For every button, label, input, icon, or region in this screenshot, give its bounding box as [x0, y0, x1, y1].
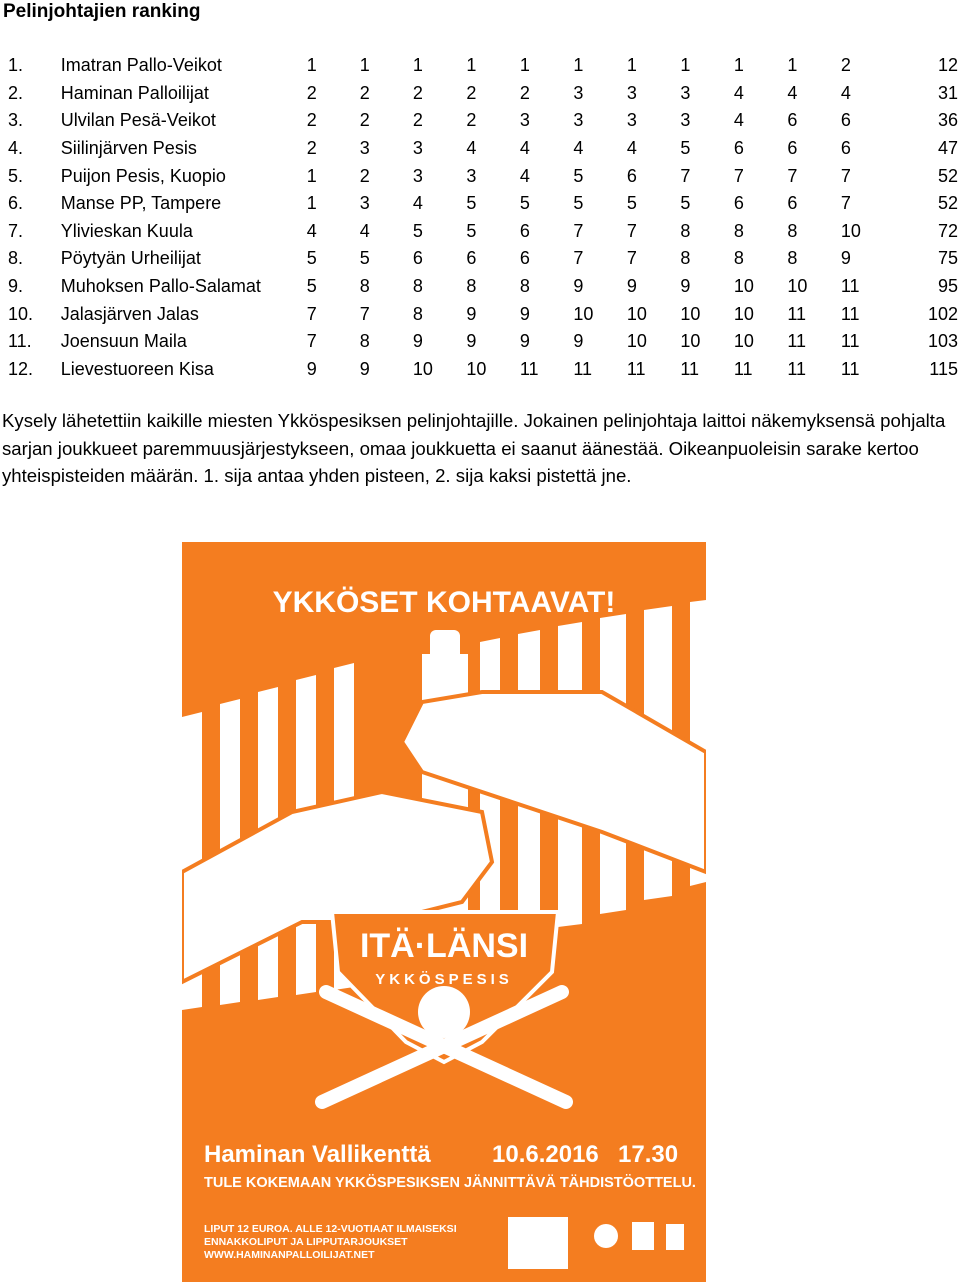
vote-cell: 5 [412, 220, 423, 241]
poster-date: 10.6.2016 [492, 1141, 599, 1168]
vote-cell: 1 [306, 193, 317, 214]
vote-cell: 1 [626, 55, 637, 76]
table-row [0, 107, 960, 135]
vote-cell: 9 [840, 248, 851, 269]
table-row [0, 190, 960, 218]
vote-cell: 8 [680, 248, 691, 269]
vote-cell: 4 [733, 110, 744, 131]
vote-cell: 1 [359, 55, 370, 76]
vote-cell: 10 [573, 303, 594, 324]
rank-position: 1. [8, 55, 24, 76]
vote-cell: 2 [466, 82, 477, 103]
vote-cell: 4 [840, 82, 851, 103]
vote-cell: 2 [466, 110, 477, 131]
rank-position: 7. [8, 220, 24, 241]
vote-cell: 7 [306, 331, 317, 352]
vote-cell: 7 [680, 165, 691, 186]
vote-cell: 11 [787, 303, 807, 324]
vote-cell: 8 [412, 303, 423, 324]
total-points: 47 [937, 138, 958, 159]
vote-cell: 4 [573, 138, 584, 159]
vote-cell: 3 [519, 110, 530, 131]
vote-cell: 4 [466, 138, 477, 159]
table-row [0, 135, 960, 163]
poster-info-3: WWW.HAMINANPALLOILIJAT.NET [204, 1249, 375, 1261]
vote-cell: 3 [412, 165, 423, 186]
table-row [0, 328, 960, 356]
team-name: Ulvilan Pesä-Veikot [60, 110, 216, 131]
vote-cell: 9 [573, 331, 584, 352]
vote-cell: 1 [412, 55, 423, 76]
vote-cell: 1 [466, 55, 477, 76]
vote-cell: 3 [680, 82, 691, 103]
vote-cell: 7 [840, 165, 851, 186]
vote-cell: 2 [359, 165, 370, 186]
sponsor-logo-festival [508, 1217, 568, 1269]
vote-cell: 9 [466, 303, 477, 324]
poster-tagline: TULE KOKEMAAN YKKÖSPESIKSEN JÄNNITTÄVÄ TÄHDISTÖOTTELU. [204, 1175, 696, 1191]
vote-cell: 6 [840, 110, 851, 131]
vote-cell: 10 [626, 331, 647, 352]
vote-cell: 6 [840, 138, 851, 159]
vote-cell: 9 [519, 303, 530, 324]
vote-cell: 2 [412, 82, 423, 103]
vote-cell: 1 [306, 55, 317, 76]
total-points: 102 [927, 303, 958, 324]
vote-cell: 10 [733, 276, 754, 297]
poster-info-1: LIPUT 12 EUROA. ALLE 12-VUOTIAAT ILMAISEKSI [204, 1223, 457, 1235]
vote-cell: 4 [306, 220, 317, 241]
vote-cell: 8 [787, 220, 798, 241]
team-name: Haminan Palloilijat [60, 82, 209, 103]
vote-cell: 2 [519, 82, 530, 103]
poster-artwork [182, 542, 706, 1282]
table-row [0, 52, 960, 80]
vote-cell: 11 [626, 358, 646, 379]
poster-logo-main: ITÄ·LÄNSI [359, 927, 529, 965]
vote-cell: 11 [680, 358, 700, 379]
vote-cell: 3 [359, 138, 370, 159]
vote-cell: 4 [412, 193, 423, 214]
total-points: 103 [927, 331, 958, 352]
vote-cell: 1 [573, 55, 584, 76]
vote-cell: 1 [787, 55, 798, 76]
poster-venue: Haminan Vallikenttä [204, 1141, 431, 1168]
vote-cell: 9 [573, 276, 584, 297]
rank-position: 11. [8, 331, 32, 352]
vote-cell: 5 [626, 193, 637, 214]
vote-cell: 9 [626, 276, 637, 297]
table-row [0, 300, 960, 328]
page-title: Pelinjohtajien ranking [3, 1, 201, 22]
vote-cell: 3 [626, 82, 637, 103]
vote-cell: 4 [519, 138, 530, 159]
vote-cell: 9 [466, 331, 477, 352]
total-points: 75 [937, 248, 958, 269]
vote-cell: 11 [840, 276, 860, 297]
vote-cell: 5 [466, 193, 477, 214]
vote-cell: 1 [306, 165, 317, 186]
rank-position: 6. [8, 193, 24, 214]
vote-cell: 11 [573, 358, 593, 379]
team-name: Muhoksen Pallo-Salamat [60, 276, 261, 297]
rank-position: 9. [8, 276, 24, 297]
sponsor-logo-2 [632, 1222, 654, 1250]
vote-cell: 8 [359, 331, 370, 352]
ranking-table [0, 52, 960, 383]
vote-cell: 3 [412, 138, 423, 159]
vote-cell: 11 [840, 303, 860, 324]
vote-cell: 2 [359, 82, 370, 103]
vote-cell: 1 [733, 55, 744, 76]
vote-cell: 8 [733, 220, 744, 241]
vote-cell: 6 [733, 193, 744, 214]
event-poster [182, 542, 706, 1282]
vote-cell: 10 [680, 331, 701, 352]
rank-position: 3. [8, 110, 24, 131]
vote-cell: 1 [680, 55, 691, 76]
rank-position: 12. [8, 358, 34, 379]
vote-cell: 8 [466, 276, 477, 297]
table-row [0, 245, 960, 273]
vote-cell: 11 [787, 358, 807, 379]
sponsor-logo-1 [594, 1224, 618, 1248]
vote-cell: 5 [680, 138, 691, 159]
description-paragraph: Kysely lähetettiin kaikille miesten Ykköspesiksen pelinjohtajille. Jokainen pelinjohtaja laittoi näkemyksensä pohjalta sarjan joukkueet paremmuusjärjestykseen, omaa joukkuetta ei saanut äänestää. Oikeanpuoleisin sarake kertoo yhteispisteiden määrän. 1. sija antaa yhden pisteen, 2. sija kaksi pistettä jne. [2, 410, 946, 486]
vote-cell: 3 [626, 110, 637, 131]
poster-info-2: ENNAKKOLIPUT JA LIPPUTARJOUKSET [204, 1236, 408, 1248]
vote-cell: 7 [573, 220, 584, 241]
vote-cell: 3 [573, 110, 584, 131]
vote-cell: 10 [466, 358, 487, 379]
vote-cell: 9 [519, 331, 530, 352]
vote-cell: 2 [306, 110, 317, 131]
vote-cell: 6 [626, 165, 637, 186]
vote-cell: 9 [306, 358, 317, 379]
vote-cell: 1 [519, 55, 530, 76]
vote-cell: 3 [359, 193, 370, 214]
total-points: 36 [937, 110, 958, 131]
vote-cell: 10 [733, 303, 754, 324]
vote-cell: 10 [412, 358, 433, 379]
table-row [0, 80, 960, 108]
sponsor-logo-3 [666, 1224, 684, 1250]
vote-cell: 5 [573, 193, 584, 214]
vote-cell: 7 [626, 248, 637, 269]
vote-cell: 5 [306, 248, 317, 269]
vote-cell: 10 [626, 303, 647, 324]
total-points: 115 [929, 358, 958, 379]
vote-cell: 11 [840, 331, 860, 352]
vote-cell: 7 [573, 248, 584, 269]
vote-cell: 2 [359, 110, 370, 131]
vote-cell: 10 [787, 276, 808, 297]
table-row [0, 162, 960, 190]
total-points: 12 [937, 55, 958, 76]
vote-cell: 5 [359, 248, 370, 269]
table-row [0, 218, 960, 246]
rank-position: 5. [8, 165, 24, 186]
vote-cell: 6 [787, 110, 798, 131]
vote-cell: 8 [412, 276, 423, 297]
rank-position: 4. [8, 138, 24, 159]
vote-cell: 7 [787, 165, 798, 186]
poster-logo-sub: YKKÖSPESIS [375, 971, 513, 988]
vote-cell: 9 [680, 276, 691, 297]
vote-cell: 7 [626, 220, 637, 241]
vote-cell: 5 [680, 193, 691, 214]
table-row [0, 356, 960, 384]
vote-cell: 4 [626, 138, 637, 159]
team-name: Siilinjärven Pesis [60, 138, 197, 159]
vote-cell: 8 [680, 220, 691, 241]
vote-cell: 4 [359, 220, 370, 241]
vote-cell: 11 [787, 331, 807, 352]
vote-cell: 3 [573, 82, 584, 103]
rank-position: 8. [8, 248, 24, 269]
team-name: Imatran Pallo-Veikot [60, 55, 222, 76]
total-points: 52 [937, 165, 958, 186]
vote-cell: 6 [787, 138, 798, 159]
vote-cell: 8 [359, 276, 370, 297]
vote-cell: 2 [306, 138, 317, 159]
poster-headline: YKKÖSET KOHTAAVAT! [272, 586, 616, 619]
total-points: 72 [937, 220, 958, 241]
vote-cell: 4 [787, 82, 798, 103]
team-name: Lievestuoreen Kisa [60, 358, 214, 379]
rank-position: 10. [8, 303, 34, 324]
team-name: Jalasjärven Jalas [60, 303, 199, 324]
team-name: Pöytyän Urheilijat [60, 248, 201, 269]
vote-cell: 4 [519, 165, 530, 186]
vote-cell: 8 [787, 248, 798, 269]
poster-time: 17.30 [618, 1141, 679, 1168]
vote-cell: 6 [787, 193, 798, 214]
vote-cell: 6 [466, 248, 477, 269]
vote-cell: 7 [733, 165, 744, 186]
vote-cell: 11 [519, 358, 539, 379]
vote-cell: 2 [840, 55, 851, 76]
vote-cell: 5 [306, 276, 317, 297]
vote-cell: 2 [412, 110, 423, 131]
team-name: Manse PP, Tampere [60, 193, 222, 214]
vote-cell: 8 [519, 276, 530, 297]
vote-cell: 2 [306, 82, 317, 103]
total-points: 95 [937, 276, 958, 297]
total-points: 52 [937, 193, 958, 214]
vote-cell: 7 [306, 303, 317, 324]
vote-cell: 9 [359, 358, 370, 379]
vote-cell: 6 [733, 138, 744, 159]
vote-cell: 6 [519, 220, 530, 241]
vote-cell: 5 [466, 220, 477, 241]
vote-cell: 7 [359, 303, 370, 324]
vote-cell: 11 [840, 358, 860, 379]
vote-cell: 10 [840, 220, 861, 241]
rank-position: 2. [8, 82, 24, 103]
team-name: Ylivieskan Kuula [60, 220, 193, 241]
vote-cell: 4 [733, 82, 744, 103]
vote-cell: 5 [519, 193, 530, 214]
vote-cell: 7 [840, 193, 851, 214]
vote-cell: 9 [412, 331, 423, 352]
vote-cell: 10 [733, 331, 754, 352]
vote-cell: 6 [519, 248, 530, 269]
vote-cell: 5 [573, 165, 584, 186]
vote-cell: 11 [733, 358, 753, 379]
vote-cell: 8 [733, 248, 744, 269]
vote-cell: 3 [466, 165, 477, 186]
total-points: 31 [937, 82, 958, 103]
team-name: Puijon Pesis, Kuopio [60, 165, 226, 186]
vote-cell: 3 [680, 110, 691, 131]
vote-cell: 6 [412, 248, 423, 269]
vote-cell: 10 [680, 303, 701, 324]
team-name: Joensuun Maila [60, 331, 187, 352]
table-row [0, 273, 960, 301]
